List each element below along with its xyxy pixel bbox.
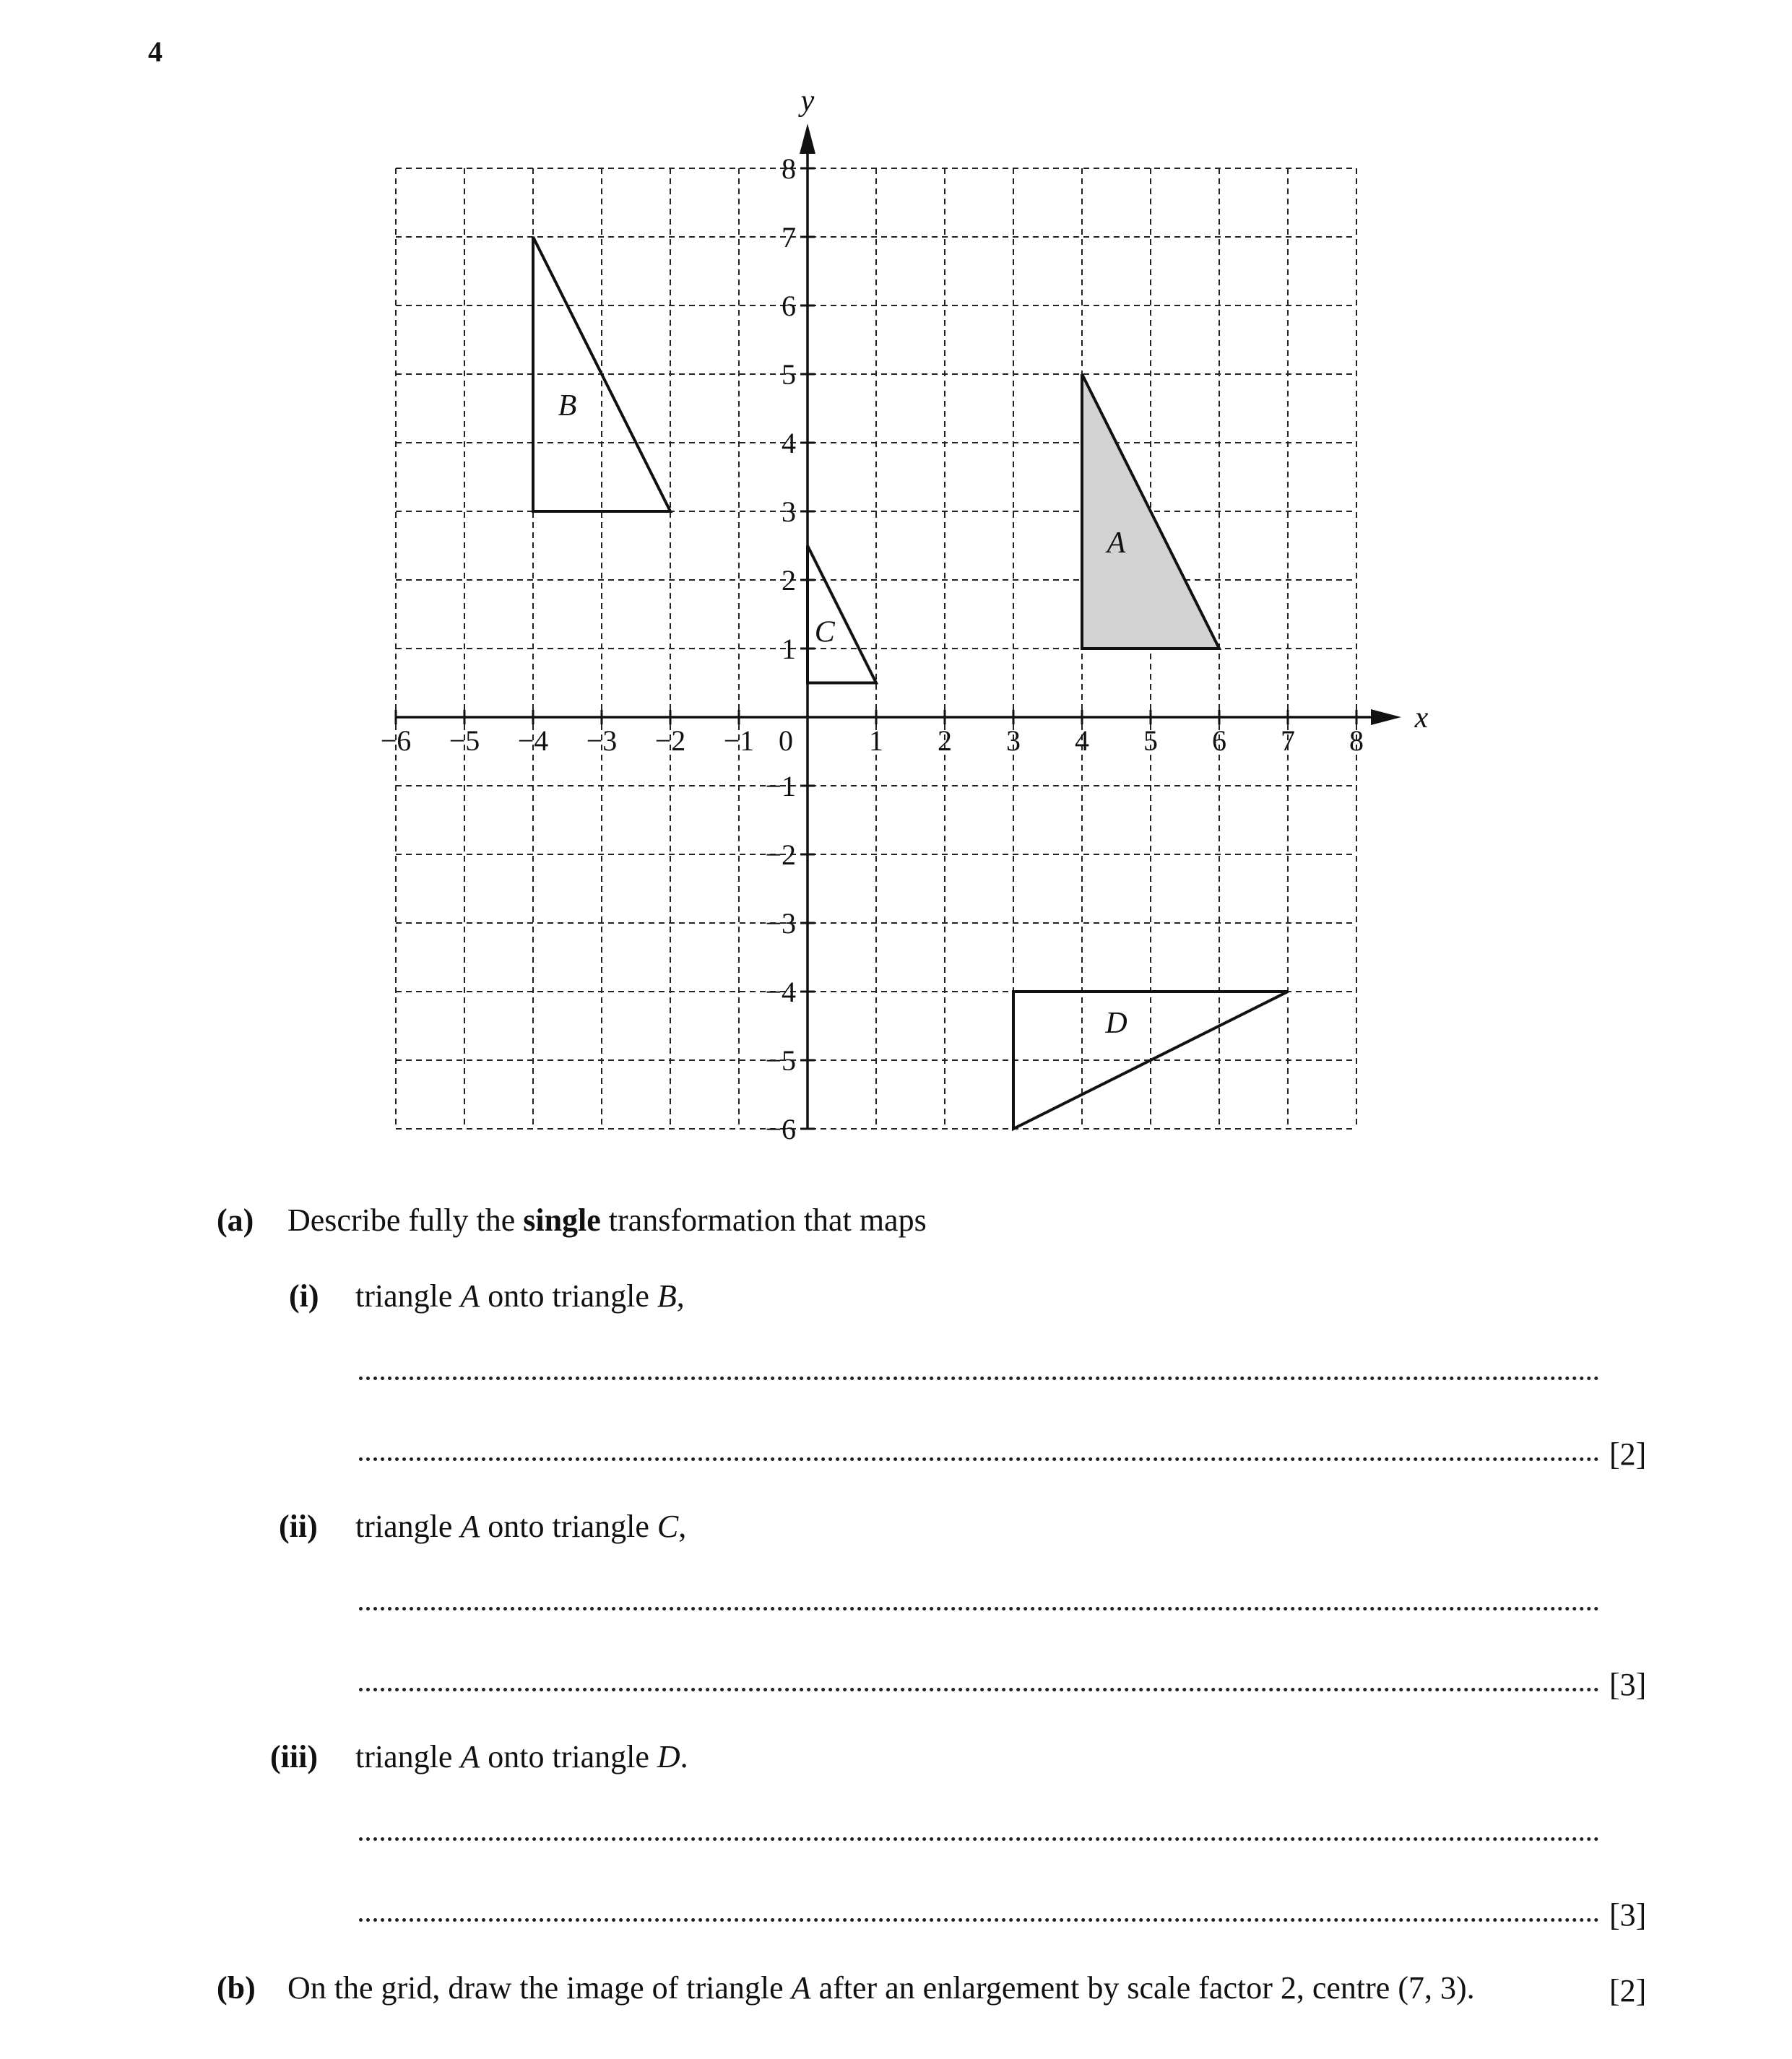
answer-line-a-ii-2[interactable] (359, 1688, 1599, 1691)
x-tick-label: 2 (938, 724, 952, 757)
x-tick-label: −4 (517, 724, 549, 757)
x-tick-label: 7 (1281, 724, 1295, 757)
question-b-label: (b) (217, 1970, 256, 2006)
question-a-iii-label: (iii) (270, 1739, 318, 1774)
question-a-text-pre: Describe fully the (287, 1202, 524, 1238)
question-a-ii-label: (ii) (279, 1509, 318, 1544)
y-tick-label: 1 (782, 633, 796, 665)
q-aiii-t1: A (460, 1739, 480, 1774)
y-axis-arrow (800, 123, 815, 154)
marks-a-i: [2] (1609, 1436, 1647, 1472)
y-tick-label: −3 (765, 907, 796, 940)
x-axis-label: x (1414, 701, 1429, 734)
y-tick-label: 5 (782, 358, 796, 391)
marks-a-iii: [3] (1609, 1897, 1647, 1933)
answer-line-a-iii-2[interactable] (359, 1918, 1599, 1922)
y-tick-label: 3 (782, 495, 796, 528)
y-tick-label: 7 (782, 221, 796, 253)
question-b-text (287, 1972, 1475, 2004)
q-b-pre: On the grid, draw the image of triangle (287, 1970, 792, 2006)
x-axis-arrow (1371, 709, 1401, 725)
y-tick-label: −1 (765, 770, 796, 802)
x-tick-label: −1 (723, 724, 755, 757)
q-ai-end: , (676, 1278, 685, 1314)
question-a-ii-text (355, 1511, 686, 1543)
q-aii-mid: onto triangle (480, 1509, 657, 1544)
q-b-t1: A (791, 1970, 811, 2006)
x-tick-label: 0 (779, 724, 793, 757)
q-aii-pre: triangle (355, 1509, 461, 1544)
y-axis-label: y (800, 84, 815, 118)
q-ai-t2: B (657, 1278, 677, 1314)
x-tick-label: −5 (449, 724, 480, 757)
q-aii-end: , (678, 1509, 687, 1544)
y-tick-label: 8 (782, 152, 796, 185)
x-tick-label: 8 (1349, 724, 1364, 757)
q-aiii-mid: onto triangle (480, 1739, 657, 1774)
y-tick-label: −4 (765, 976, 796, 1008)
answer-line-a-iii-1[interactable] (359, 1837, 1599, 1841)
question-a-text (287, 1202, 927, 1238)
marks-b: [2] (1609, 1973, 1647, 2008)
q-aiii-pre: triangle (355, 1739, 461, 1774)
page-number: 4 (148, 35, 163, 68)
question-a-text-bold: single (523, 1202, 601, 1238)
q-aiii-t2: D (657, 1739, 680, 1774)
question-a-iii-text (355, 1741, 688, 1773)
marks-a-ii: [3] (1609, 1667, 1647, 1702)
y-tick-label: 4 (782, 427, 796, 459)
triangle-label-C: C (814, 615, 835, 649)
q-ai-pre: triangle (355, 1278, 461, 1314)
triangle-C (808, 546, 876, 683)
answer-line-a-ii-1[interactable] (359, 1607, 1599, 1611)
y-tick-label: −6 (765, 1113, 796, 1145)
q-aiii-end: . (680, 1739, 688, 1774)
x-tick-label: 6 (1212, 724, 1226, 757)
x-tick-label: 5 (1143, 724, 1158, 757)
question-a-i-label: (i) (289, 1278, 319, 1314)
triangle-label-B: B (558, 389, 577, 423)
q-ai-t1: A (460, 1278, 480, 1314)
q-aii-t1: A (460, 1509, 480, 1544)
y-tick-label: 2 (782, 564, 796, 597)
y-tick-label: −2 (765, 838, 796, 871)
q-b-centre: (7, 3). (1398, 1970, 1475, 2006)
question-a-text-post: transformation that maps (600, 1202, 927, 1238)
x-tick-label: −3 (586, 724, 618, 757)
x-tick-label: −2 (654, 724, 686, 757)
question-a-i-text (355, 1280, 685, 1312)
x-tick-label: 1 (869, 724, 883, 757)
q-ai-mid: onto triangle (480, 1278, 657, 1314)
q-b-post: after an enlargement by scale factor 2, centre (810, 1970, 1398, 2006)
x-tick-label: 3 (1006, 724, 1021, 757)
answer-line-a-i-2[interactable] (359, 1457, 1599, 1461)
x-tick-label: −6 (380, 724, 412, 757)
question-a-label: (a) (217, 1202, 254, 1238)
q-aii-t2: C (657, 1509, 679, 1544)
triangle-label-A: A (1107, 526, 1126, 560)
answer-line-a-i-1[interactable] (359, 1377, 1599, 1380)
triangle-label-D: D (1105, 1007, 1127, 1041)
y-tick-label: −5 (765, 1044, 796, 1077)
x-tick-label: 4 (1075, 724, 1089, 757)
y-tick-label: 6 (782, 290, 796, 322)
